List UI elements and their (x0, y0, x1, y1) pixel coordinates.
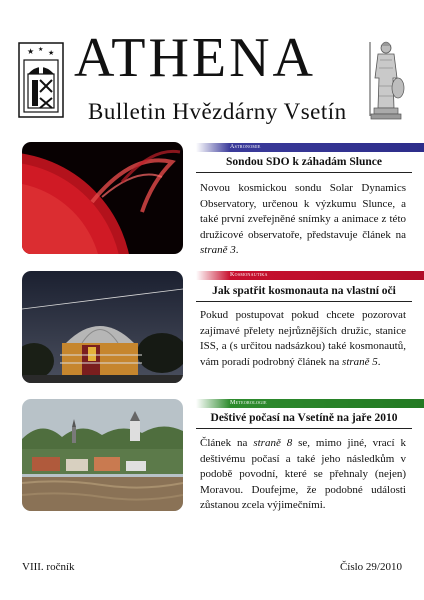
section-bar-astronomy (196, 143, 424, 152)
svg-text:★: ★ (48, 49, 55, 57)
divider (196, 428, 412, 429)
section-bar-cosmonautics (196, 271, 424, 280)
observatory-logo (18, 42, 64, 118)
article-body-weather: Článek na straně 8 se, mimo jiné, vrací k deštivému počasí a také jeho následkům v podobě povodní, které se přehnaly (nejen) Moravou. Doufejme, že podobné události zůstanou zcela výjimečními. (200, 437, 407, 511)
section-label: Meteorologie (230, 400, 267, 406)
flood-photo (22, 399, 183, 511)
headline-cosmonaut: Jak spatřit kosmonauta na vlastní oči (212, 285, 396, 297)
article-body-sdo: Novou kosmickou sondu Solar Dynamics Observatory, určenou k výzkumu Slunce, a také první zveřejněné snímky a animace z této družicové observatoře, představuje článek na straně 3. (200, 182, 406, 256)
masthead-subtitle: Bulletin Hvězdárny Vsetín (88, 99, 347, 124)
observatory-photo (22, 271, 183, 383)
section-label: Astronomie (230, 144, 261, 150)
svg-text:★: ★ (27, 47, 35, 56)
athena-statue-image (364, 38, 408, 122)
divider (196, 172, 412, 173)
masthead-title: ATHENA (74, 27, 316, 89)
article-body-cosmonaut: Pokud postupovat pokud chcete pozorovat zajímavé přelety nejrůznějších družic, stanice ISS, a (s určitou nadsázkou) také kosmonautů, vám poradí podrobný článek na straně 5. (200, 309, 406, 368)
sun-photo (22, 142, 183, 254)
headline-weather: Deštivé počasí na Vsetíně na jaře 2010 (210, 412, 398, 424)
section-bar-meteorology (196, 399, 424, 408)
section-label: Kosmonautika (230, 272, 268, 278)
issue-label: Číslo 29/2010 (339, 561, 402, 573)
svg-text:★: ★ (38, 47, 44, 53)
headline-sdo: Sondou SDO k záhadám Slunce (226, 156, 382, 168)
divider (196, 301, 412, 302)
volume-label: VIII. ročník (22, 561, 75, 573)
